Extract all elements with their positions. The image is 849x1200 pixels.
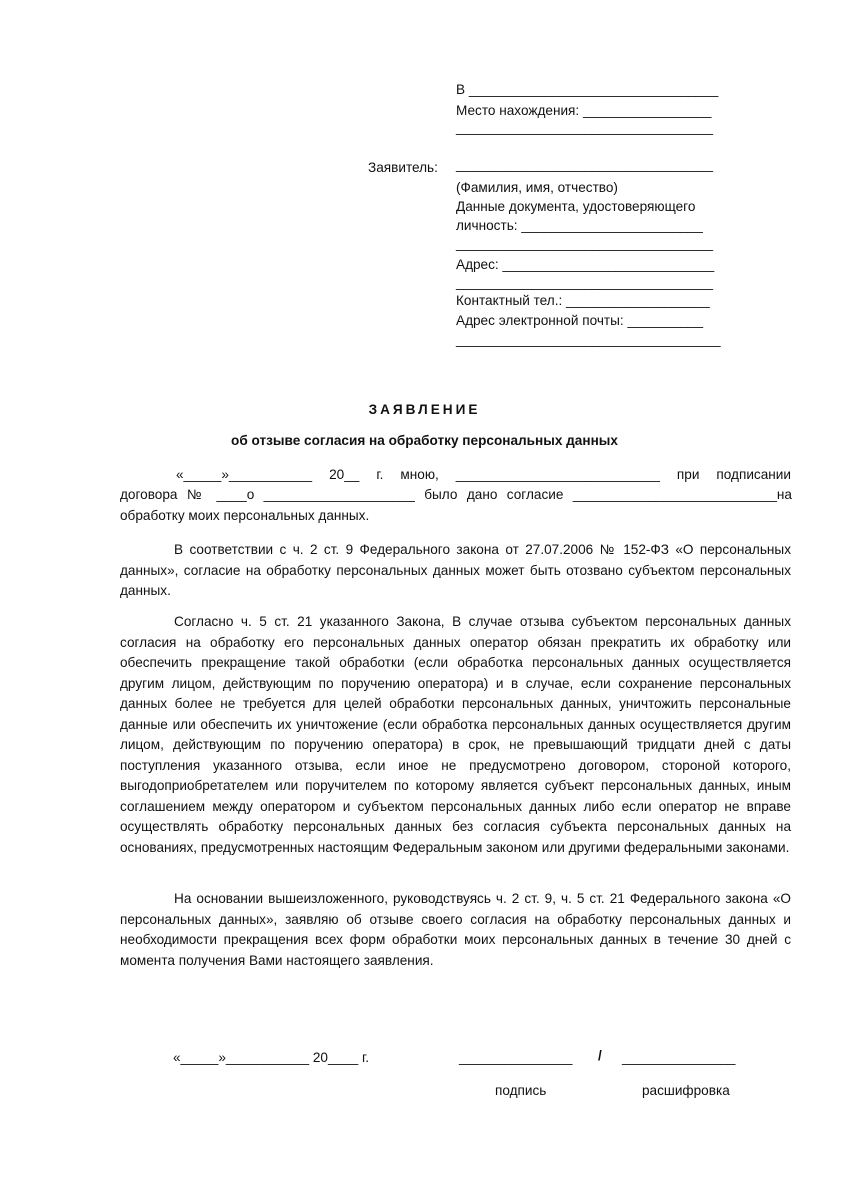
paragraph-2: В соответствии с ч. 2 ст. 9 Федерального закона от 27.07.2006 № 152-ФЗ «О персональных данных», согласие на обработку персональных данных может быть отозвано субъектом персональных данных. bbox=[120, 542, 791, 598]
paragraph-1-line-2: договора № ____о ____________________ было дано согласие ___________________________на bbox=[120, 487, 792, 502]
document-title: ЗАЯВЛЕНИЕ bbox=[368, 402, 481, 417]
fio-hint: (Фамилия, имя, отчество) bbox=[456, 180, 618, 195]
applicant-name-line: __________________________________ bbox=[456, 157, 714, 172]
signature-date-line: «_____»___________ 20____ г. bbox=[173, 1050, 370, 1065]
decode-line: _______________ bbox=[622, 1050, 736, 1065]
paragraph-3: Согласно ч. 5 ст. 21 указанного Закона, В случае отзыва субъектом персональных данных согласия на обработку его персональных данных оператор обязан прекратить их обработку или обеспечить прекращение такой обработки (если обработка персональных данных осуществляется другим лицом, действующим по поручению оператора) и в случае, если сохранение персональных данных более не требуется для целей обработки персональных данных, уничтожить персональные данные или обеспечить их уничтожение (если обработка персональных данных осуществляется другим лицом, действующим по поручению оператора) в срок, не превышающий тридцати дней с даты поступления указанного отзыва, если иное не предусмотрено договором, стороной которого, выгодоприобретателем или поручителем по которому является субъект персональных данных, иным соглашением между оператором и субъектом персональных данных либо если оператор не вправе осуществлять обработку персональных данных без согласия субъекта персональных данных на основаниях, предусмотренных настоящим Федеральным законом или другими федеральными законами. bbox=[120, 614, 791, 855]
email-line: Адрес электронной почты: __________ bbox=[456, 313, 704, 328]
paragraph-1-line-3: обработку моих персональных данных. bbox=[120, 508, 370, 523]
paragraph-1-line-1 bbox=[176, 467, 791, 482]
paragraph-1-line-1-text: «_____»___________ 20__ г. мною, ___________________________ при подписании bbox=[176, 467, 791, 482]
id-document-label: Данные документа, удостоверяющего bbox=[456, 199, 696, 214]
address-line: Адрес: ____________________________ bbox=[456, 257, 715, 272]
id-document-line: личность: ________________________ bbox=[456, 218, 703, 233]
phone-line: Контактный тел.: ___________________ bbox=[456, 293, 710, 308]
blank-line: ___________________________________ bbox=[456, 332, 721, 347]
blank-line: __________________________________ bbox=[456, 120, 714, 135]
document-subtitle: об отзыве согласия на обработку персональных данных bbox=[231, 433, 618, 448]
signature-line: _______________ bbox=[459, 1050, 573, 1065]
blank-line: __________________________________ bbox=[456, 236, 714, 251]
blank-line: __________________________________ bbox=[456, 275, 714, 290]
location-line: Место нахождения: _________________ bbox=[456, 103, 712, 118]
applicant-label: Заявитель: bbox=[368, 160, 438, 175]
paragraph-4: На основании вышеизложенного, руководствуясь ч. 2 ст. 9, ч. 5 ст. 21 Федерального закона «О персональных данных», заявляю об отзыве своего согласия на обработку персональных данных и необходимости прекращения всех форм обработки моих персональных данных в течение 30 дней с момента получения Вами настоящего заявления. bbox=[120, 891, 791, 968]
signature-label: подпись bbox=[495, 1083, 547, 1098]
decode-label: расшифровка bbox=[642, 1083, 730, 1098]
slash-separator: / bbox=[598, 1048, 602, 1063]
recipient-line: В _________________________________ bbox=[456, 82, 719, 97]
